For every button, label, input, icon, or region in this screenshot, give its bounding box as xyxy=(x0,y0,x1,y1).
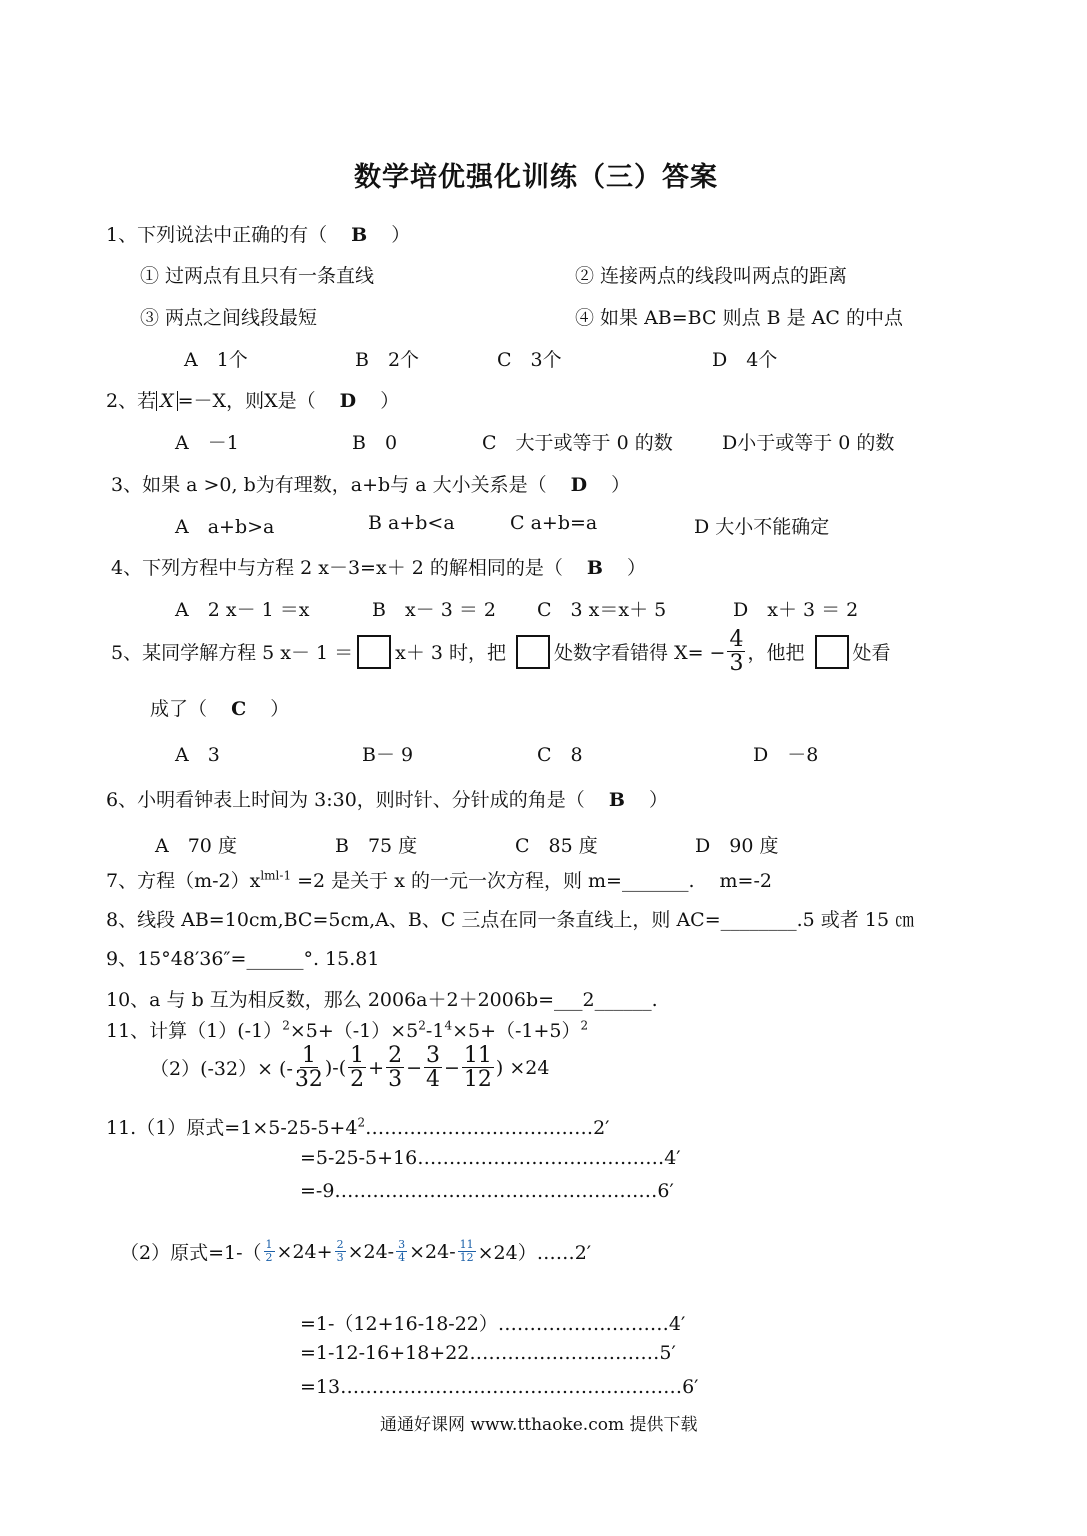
sol1-pre: 11.（1）原式=1×5-25-5+4 xyxy=(106,1117,358,1139)
q1-stem xyxy=(106,220,410,247)
q3-stem xyxy=(111,470,630,497)
q6-stem-text: 6、小明看钟表上时间为 3:30，则时针、分针成的角是（ xyxy=(106,789,585,811)
q4-option-a: A 2 x－ 1 ＝x xyxy=(175,599,310,621)
q6-option-b: B 75 度 xyxy=(335,835,418,857)
p2-c: ×24- xyxy=(409,1240,456,1263)
q7-post: =2 是关于 x 的一元一次方程，则 m=_______. m=-2 xyxy=(291,870,772,892)
p2-f3-num: 3 xyxy=(398,1238,406,1252)
q6-option-c: C 85 度 xyxy=(515,835,598,857)
p2-f2-num: 2 xyxy=(336,1238,344,1252)
q5-blank-box-1 xyxy=(357,635,391,669)
q3-option-b: B a+b<a xyxy=(368,512,455,534)
q11-l1-mid2: -1 xyxy=(425,1020,445,1042)
q1-item-1: ① 过两点有且只有一条直线 xyxy=(140,265,375,287)
q4-stem xyxy=(111,553,646,580)
solution-part2-line-3: =1-12-16+18+22…………………………5′ xyxy=(300,1342,676,1364)
q3-option-d: D 大小不能确定 xyxy=(694,516,830,538)
q2-stem xyxy=(106,386,399,413)
q5-stem xyxy=(111,628,891,675)
q11-line2 xyxy=(150,1044,549,1091)
q11-plus: + xyxy=(368,1056,385,1079)
q1-option-d: D 4个 xyxy=(712,349,778,371)
q11-f4-num: 3 xyxy=(425,1043,440,1068)
q6-answer: B xyxy=(608,789,625,811)
q7-exponent: lml-1 xyxy=(260,868,292,883)
q6-stem xyxy=(106,785,668,812)
q5-part2: x＋ 3 时，把 xyxy=(395,642,507,665)
q3-close: ） xyxy=(611,474,631,496)
q5-option-b: B－ 9 xyxy=(362,744,414,766)
sol1-sup: 2 xyxy=(357,1115,366,1130)
q7-line xyxy=(106,866,772,893)
q6-option-d: D 90 度 xyxy=(695,835,779,857)
p2-frac-2 xyxy=(335,1239,346,1263)
q11-l2-post: ) ×24 xyxy=(495,1056,550,1079)
q11-f2-num: 1 xyxy=(350,1043,365,1068)
p2-f4-den: 12 xyxy=(459,1251,474,1264)
p2-f2-den: 3 xyxy=(336,1251,344,1264)
q5-line2 xyxy=(150,694,289,721)
q3-stem-text: 3、如果 a >0, b为有理数，a+b与 a 大小关系是（ xyxy=(111,474,547,496)
q4-close: ） xyxy=(627,557,647,579)
q11-f2-den: 2 xyxy=(350,1067,365,1093)
q11-l1-sup3: 4 xyxy=(444,1018,453,1033)
q7-pre: 7、方程（m-2）x xyxy=(106,870,261,892)
p2-f4-num: 11 xyxy=(459,1238,474,1252)
q3-answer: D xyxy=(570,474,588,496)
q5-part4: ，他把 xyxy=(747,642,805,665)
p2-f1-num: 1 xyxy=(265,1238,273,1252)
q5-blank-box-2 xyxy=(516,635,550,669)
q5-frac-num: 4 xyxy=(729,627,744,652)
q4-answer: B xyxy=(586,557,603,579)
p2-b: ×24- xyxy=(347,1240,395,1263)
q2-post: =－X，则X是（ xyxy=(177,390,316,412)
q5-option-d: D －8 xyxy=(753,744,819,766)
q2-answer: D xyxy=(339,390,357,412)
q11-l1-sup1: 2 xyxy=(282,1018,290,1033)
q1-option-a: A 1个 xyxy=(184,349,248,371)
p2-a: ×24+ xyxy=(276,1240,333,1263)
q4-option-c: C 3 x＝x＋ 5 xyxy=(537,599,667,621)
q11-f5-den: 12 xyxy=(463,1067,492,1093)
p2-frac-1 xyxy=(264,1239,275,1263)
q11-f3-den: 3 xyxy=(388,1067,403,1093)
q11-frac-5 xyxy=(462,1044,494,1091)
q4-option-b: B x－ 3 ＝ 2 xyxy=(372,599,496,621)
q2-option-a: A －1 xyxy=(175,432,239,454)
q1-option-c: C 3个 xyxy=(497,349,562,371)
q5-part5: 处看 xyxy=(852,642,891,665)
q2-abs-x: X xyxy=(156,391,178,411)
q1-item-2: ② 连接两点的线段叫两点的距离 xyxy=(575,265,848,287)
q11-minus-2: − xyxy=(443,1056,460,1079)
q11-minus-1: − xyxy=(406,1056,422,1079)
page-title: 数学培优强化训练（三）答案 xyxy=(354,162,718,193)
q5-blank-box-3 xyxy=(815,635,849,669)
solution-line-2: =5-25-5+16…………………………………4′ xyxy=(300,1147,681,1169)
q1-answer: B xyxy=(351,224,368,246)
q11-f5-num: 11 xyxy=(463,1043,492,1068)
q11-frac-3 xyxy=(386,1044,404,1091)
q6-close: ） xyxy=(648,789,668,811)
q2-option-d: D小于或等于 0 的数 xyxy=(722,432,895,454)
q9-line: 9、15°48′36″=______°. 15.81 xyxy=(106,948,380,970)
q2-option-b: B 0 xyxy=(352,432,398,454)
q11-l2-mid: )-( xyxy=(324,1056,347,1079)
q5-option-c: C 8 xyxy=(537,744,583,766)
q11-l1-sup2: 2 xyxy=(418,1018,426,1033)
solution-line-1 xyxy=(106,1113,609,1140)
q2-pre: 2、若 xyxy=(106,390,157,412)
q5-close: ） xyxy=(270,698,290,720)
q1-close: ） xyxy=(391,224,411,246)
q11-f3-num: 2 xyxy=(388,1043,403,1068)
page-footer: 通通好课网 www.tthaoke.com 提供下载 xyxy=(380,1415,698,1435)
q5-answer: C xyxy=(231,698,247,720)
q1-item-3: ③ 两点之间线段最短 xyxy=(140,307,318,329)
q11-l1-mid3: ×5+（-1+5） xyxy=(452,1020,581,1042)
q4-option-d: D x＋ 3 ＝ 2 xyxy=(733,599,859,621)
q11-f1-den: 32 xyxy=(294,1067,323,1093)
q5-part1: 5、某同学解方程 5 x－ 1 ＝ xyxy=(111,642,354,665)
p2-frac-3 xyxy=(396,1239,407,1263)
p2-f1-den: 2 xyxy=(265,1251,273,1264)
q11-frac-4 xyxy=(424,1044,442,1091)
q6-option-a: A 70 度 xyxy=(155,835,237,857)
q3-option-c: C a+b=a xyxy=(510,512,598,534)
q2-close: ） xyxy=(380,390,400,412)
q2-option-c: C 大于或等于 0 的数 xyxy=(482,432,673,454)
q8-line: 8、线段 AB=10cm,BC=5cm,A、B、C 三点在同一条直线上，则 AC=________.5 或者 15 ㎝ xyxy=(106,909,915,931)
q11-line1 xyxy=(106,1016,588,1043)
q4-stem-text: 4、下列方程中与方程 2 x－3=x＋ 2 的解相同的是（ xyxy=(111,557,563,579)
q5-part3: 处数字看错得 X= − xyxy=(554,642,726,665)
solution-part2-line-2: =1-（12+16-18-22）………………………4′ xyxy=(300,1313,686,1335)
q11-f4-den: 4 xyxy=(425,1067,440,1093)
q1-item-4: ④ 如果 AB=BC 则点 B 是 AC 的中点 xyxy=(575,307,903,329)
q11-l2-pre: （2）(-32）× (- xyxy=(150,1058,293,1081)
q5-fraction xyxy=(727,628,745,675)
p2-frac-4 xyxy=(458,1239,476,1263)
q1-stem-text: 1、下列说法中正确的有（ xyxy=(106,224,328,246)
solution-part2-line-4: =13………………………………………………6′ xyxy=(300,1376,699,1398)
q11-frac-1 xyxy=(295,1044,323,1091)
q11-l1-mid: ×5+（-1）×5 xyxy=(289,1020,419,1042)
q11-f1-num: 1 xyxy=(301,1043,316,1068)
q11-l1-pre: 11、计算（1）(-1） xyxy=(106,1020,283,1042)
q10-line: 10、a 与 b 互为相反数，那么 2006a＋2＋2006b=___2______. xyxy=(106,989,658,1011)
p2-post: ×24）……2′ xyxy=(477,1242,592,1264)
q11-frac-2 xyxy=(348,1044,366,1091)
q5-frac-den: 3 xyxy=(729,651,744,677)
q11-l1-sup4: 2 xyxy=(580,1018,589,1033)
sol1-post: ………………………………2′ xyxy=(365,1117,610,1139)
q5-option-a: A 3 xyxy=(175,744,220,766)
p2-f3-den: 4 xyxy=(398,1251,406,1264)
q3-option-a: A a+b>a xyxy=(175,516,275,538)
q1-option-b: B 2个 xyxy=(355,349,420,371)
q5-line2-text: 成了（ xyxy=(150,698,208,720)
solution-line-3: =-9……………………………………………6′ xyxy=(300,1180,674,1202)
p2-pre: （2）原式=1-（ xyxy=(120,1242,262,1264)
solution-part2-line-1 xyxy=(120,1238,591,1265)
